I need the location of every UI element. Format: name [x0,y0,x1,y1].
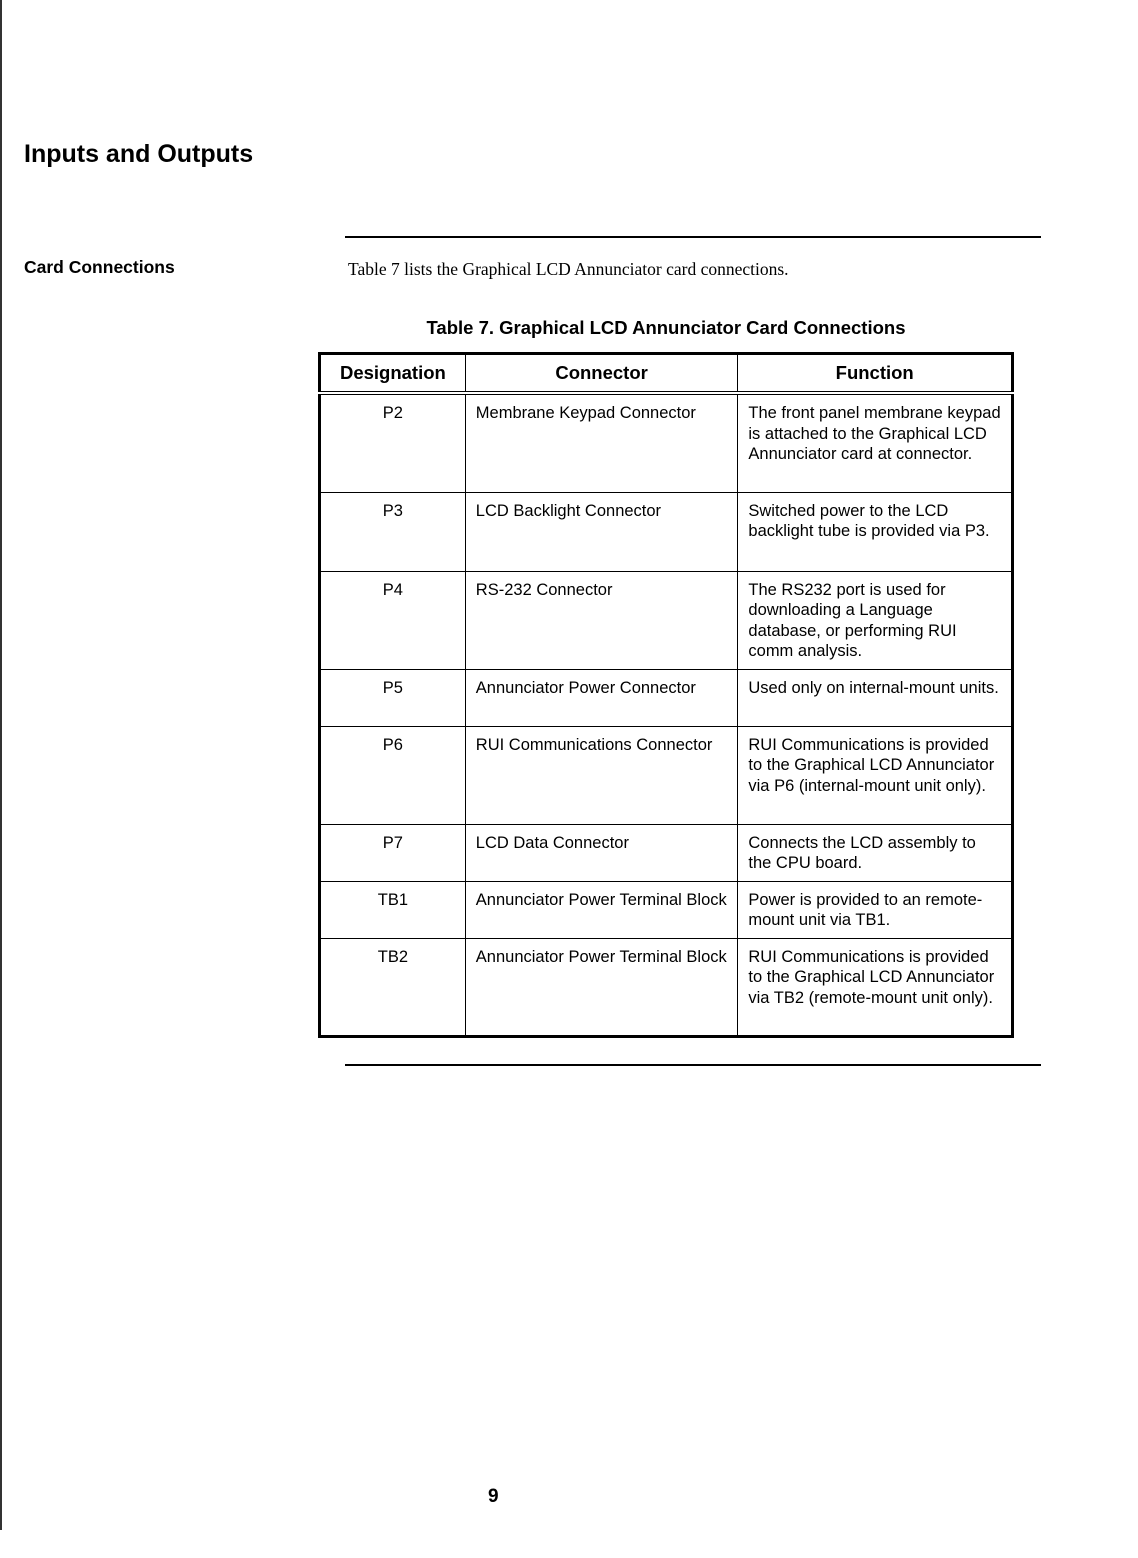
section-heading: Card Connections [24,257,175,277]
function-cell: The RS232 port is used for downloading a Language database, or performing RUI comm analysis. [738,571,1013,669]
table-header-row [320,354,1013,394]
header-function: Function [738,354,1013,394]
table-row [320,938,1013,1036]
designation-cell: TB2 [320,938,466,1036]
table-row [320,726,1013,824]
designation-cell: P6 [320,726,466,824]
page-title: Inputs and Outputs [24,140,254,168]
connector-cell: Annunciator Power Terminal Block [465,938,738,1036]
top-divider [345,236,1041,238]
function-cell: RUI Communications is provided to the Graphical LCD Annunciator via TB2 (remote-mount unit only). [738,938,1013,1036]
connector-cell: RS-232 Connector [465,571,738,669]
function-cell: Power is provided to an remote-mount unit via TB1. [738,881,1013,938]
bottom-divider [345,1064,1041,1066]
connector-cell: RUI Communications Connector [465,726,738,824]
intro-paragraph: Table 7 lists the Graphical LCD Annunciator card connections. [348,259,789,279]
connector-cell: Annunciator Power Connector [465,669,738,726]
table-caption: Table 7. Graphical LCD Annunciator Card Connections [426,317,906,338]
designation-cell: P4 [320,571,466,669]
function-cell: The front panel membrane keypad is attached to the Graphical LCD Annunciator card at connector. [738,393,1013,492]
table-row [320,669,1013,726]
connector-cell: Membrane Keypad Connector [465,393,738,492]
header-designation: Designation [320,354,466,394]
designation-cell: P2 [320,393,466,492]
designation-cell: TB1 [320,881,466,938]
header-connector: Connector [465,354,738,394]
designation-cell: P3 [320,492,466,571]
table-row [320,881,1013,938]
function-cell: Switched power to the LCD backlight tube is provided via P3. [738,492,1013,571]
page-left-edge [0,0,2,1530]
table-row [320,824,1013,881]
function-cell: Connects the LCD assembly to the CPU board. [738,824,1013,881]
connector-cell: LCD Backlight Connector [465,492,738,571]
page-number: 9 [488,1486,499,1507]
function-cell: RUI Communications is provided to the Graphical LCD Annunciator via P6 (internal-mount unit only). [738,726,1013,824]
connector-cell: Annunciator Power Terminal Block [465,881,738,938]
connector-cell: LCD Data Connector [465,824,738,881]
designation-cell: P7 [320,824,466,881]
table-row [320,492,1013,571]
designation-cell: P5 [320,669,466,726]
function-cell: Used only on internal-mount units. [738,669,1013,726]
table-row [320,571,1013,669]
connections-table [318,352,1014,1038]
table-row [320,393,1013,492]
